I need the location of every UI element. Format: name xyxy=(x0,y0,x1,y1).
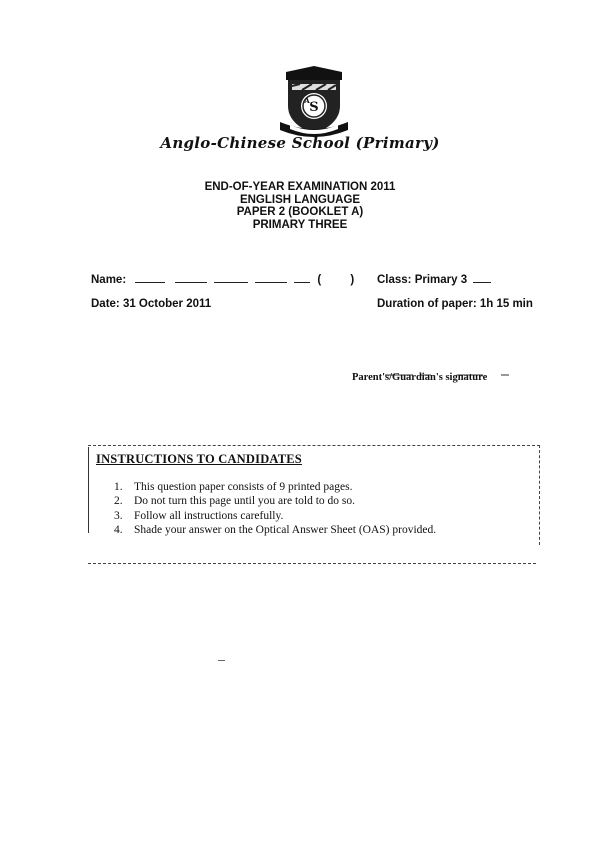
exam-heading xyxy=(0,181,600,231)
exam-title: END-OF-YEAR EXAMINATION 2011 xyxy=(204,181,396,193)
instructions-title: INSTRUCTIONS TO CANDIDATES xyxy=(96,452,302,466)
svg-text:S: S xyxy=(309,100,319,115)
class-blank[interactable] xyxy=(473,272,491,283)
instruction-item: 1. This question paper consists of 9 printed pages. xyxy=(114,481,353,493)
duration-label: Duration of paper: 1h 15 min xyxy=(377,298,533,310)
name-blank-3[interactable] xyxy=(214,272,248,283)
name-blank-4[interactable] xyxy=(255,272,287,283)
name-blank-2[interactable] xyxy=(175,272,207,283)
class-label: Class: Primary 3 xyxy=(377,274,468,286)
register-paren-close: ) xyxy=(350,274,355,286)
instructions-box-bottom-border xyxy=(88,563,536,564)
paper-title: PAPER 2 (BOOKLET A) xyxy=(236,206,364,218)
stray-mark xyxy=(218,660,225,661)
instruction-item: 4. Shade your answer on the Optical Answer Sheet (OAS) provided. xyxy=(114,523,437,536)
instructions-list xyxy=(114,480,436,537)
instruction-item: 2. Do not turn this page until you are told to do so. xyxy=(114,495,356,508)
level-title: PRIMARY THREE xyxy=(252,218,348,231)
name-row xyxy=(91,272,354,286)
name-blank-1[interactable] xyxy=(135,272,165,283)
svg-text:A: A xyxy=(304,96,310,105)
name-blank-5[interactable] xyxy=(294,272,310,283)
register-paren-open: ( xyxy=(317,274,322,286)
signature-label: Parent's/Guardian's signature xyxy=(352,372,488,383)
instruction-item: 3. Follow all instructions carefully. xyxy=(114,509,284,522)
instructions-box-left-border xyxy=(88,447,89,533)
instructions-box-right-border xyxy=(539,445,540,545)
instructions-box-top-border xyxy=(88,445,540,446)
name-label: Name: xyxy=(91,274,127,286)
school-name: Anglo-Chinese School (Primary) xyxy=(160,134,440,152)
subject-title: ENGLISH LANGUAGE xyxy=(239,193,361,206)
date-label: Date: 31 October 2011 xyxy=(91,298,212,310)
class-row xyxy=(377,272,491,286)
school-crest xyxy=(278,62,350,140)
crest-emblem xyxy=(278,62,350,140)
